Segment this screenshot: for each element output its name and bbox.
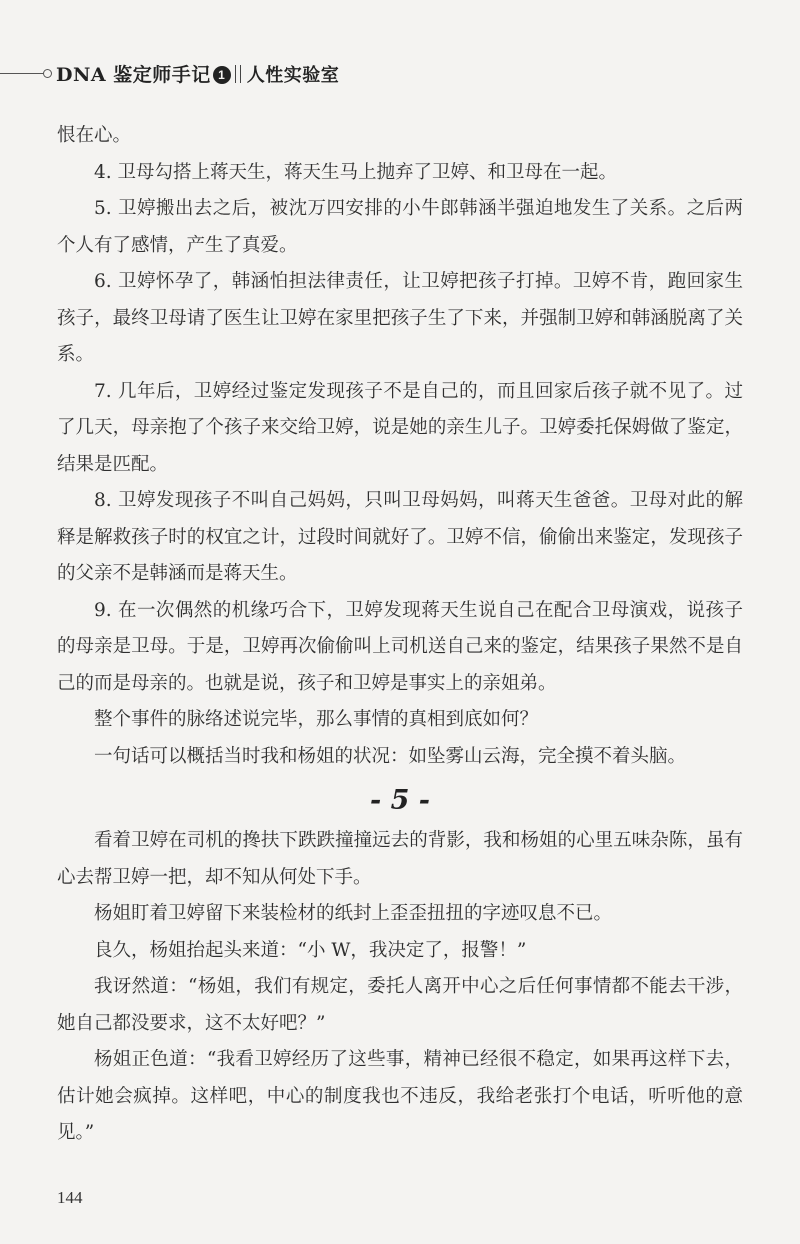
- paragraph: 恨在心。: [57, 125, 132, 146]
- paragraph: 一句话可以概括当时我和杨姐的状况：如坠雾山云海，完全摸不着头脑。: [94, 745, 687, 767]
- paragraph: 5. 卫婷搬出去之后，被沈万四安排的小牛郎韩涵半强迫地发生了关系。之后两个人有了感情，产生了真爱。: [57, 198, 743, 256]
- page-number: 144: [57, 1188, 83, 1207]
- paragraph: 8. 卫婷发现孩子不叫自己妈妈，只叫卫母妈妈，叫蒋天生爸爸。卫母对此的解释是解救孩子时的权宜之计，过段时间就好了。卫婷不信，偷偷出来鉴定，发现孩子的父亲不是韩涵而是蒋天生。: [57, 490, 743, 584]
- header-separator: [235, 65, 241, 83]
- paragraph: 整个事件的脉络述说完毕，那么事情的真相到底如何？: [94, 709, 539, 730]
- book-title-text: DNA 鉴定师手记: [56, 64, 211, 86]
- body-text-bottom: [57, 823, 743, 1152]
- paragraph: 看着卫婷在司机的搀扶下跌跌撞撞远去的背影，我和杨姐的心里五味杂陈，虽有心去帮卫婷一把，却不知从何处下手。: [57, 830, 743, 888]
- paragraph: 6. 卫婷怀孕了，韩涵怕担法律责任，让卫婷把孩子打掉。卫婷不肯，跑回家生孩子，最终卫母请了医生让卫婷在家里把孩子生了下来，并强制卫婷和韩涵脱离了关系。: [57, 271, 743, 365]
- paragraph: 杨姐盯着卫婷留下来装检材的纸封上歪歪扭扭的字迹叹息不已。: [94, 903, 613, 924]
- header-rule: [0, 73, 44, 74]
- paragraph: 良久，杨姐抬起头来道：“小 W，我决定了，报警！”: [94, 939, 527, 961]
- running-header: [0, 60, 800, 90]
- book-title: [56, 60, 339, 87]
- paragraph: 4. 卫母勾搭上蒋天生，蒋天生马上抛弃了卫婷、和卫母在一起。: [94, 161, 618, 183]
- section-heading: - 5 -: [370, 785, 430, 816]
- paragraph: 7. 几年后，卫婷经过鉴定发现孩子不是自己的，而且回家后孩子就不见了。过了几天，母亲抱了个孩子来交给卫婷，说是她的亲生儿子。卫婷委托保姆做了鉴定，结果是匹配。: [57, 380, 743, 475]
- volume-badge: 1: [213, 66, 231, 84]
- paragraph: 杨姐正色道：“我看卫婷经历了这些事，精神已经很不稳定，如果再这样下去，估计她会疯掉。这样吧，中心的制度我也不违反，我给老张打个电话，听听他的意见。”: [57, 1049, 743, 1143]
- paragraph: 我讶然道：“杨姐，我们有规定，委托人离开中心之后任何事情都不能去干涉，她自己都没要求，这不太好吧？”: [57, 976, 743, 1034]
- body-text-top: [57, 118, 743, 775]
- book-subtitle: 人性实验室: [246, 65, 340, 86]
- header-circle-ornament: [43, 69, 52, 78]
- paragraph: 9. 在一次偶然的机缘巧合下，卫婷发现蒋天生说自己在配合卫母演戏，说孩子的母亲是卫母。于是，卫婷再次偷偷叫上司机送自己来的鉴定，结果孩子果然不是自己的而是母亲的。也就是说，孩子和卫婷是事实上的亲姐弟。: [57, 599, 743, 694]
